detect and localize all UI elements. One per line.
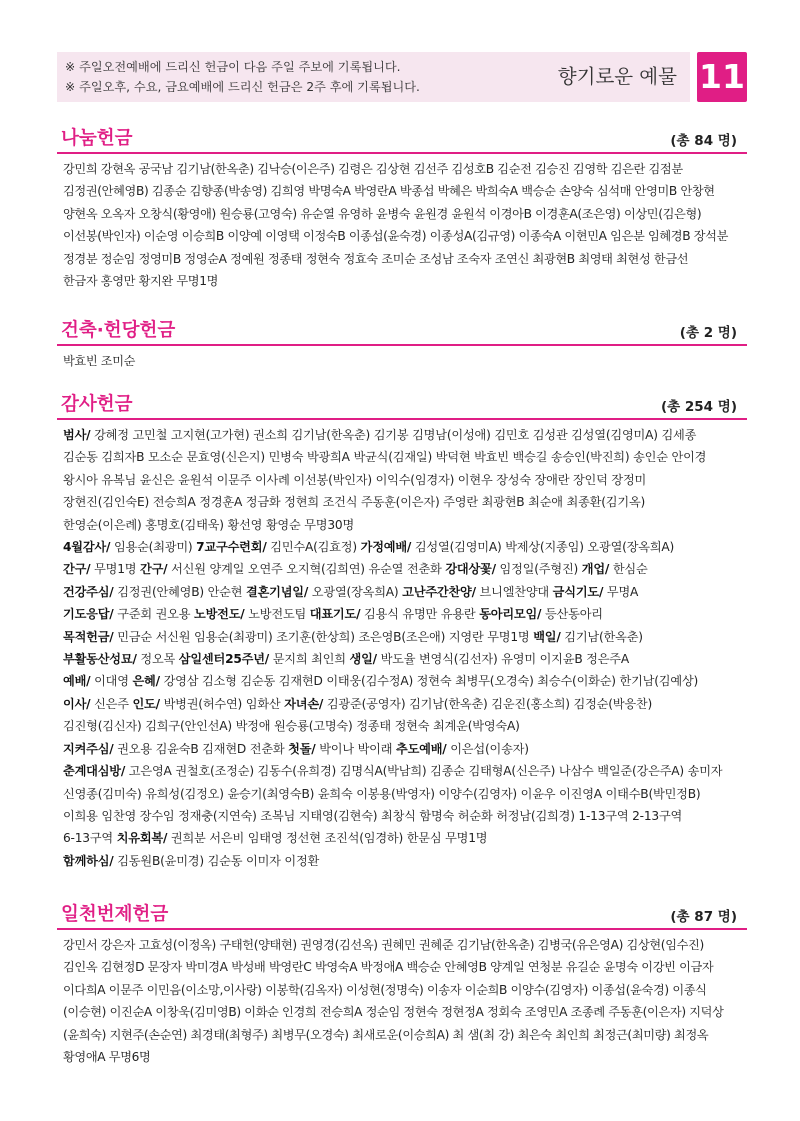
name-list-line: 정경분 정순임 정영미B 정영순A 정예원 정종태 정현숙 정효숙 조미순 조성남 조숙자 조연신 최광현B 최영태 최현성 한금선 [63, 251, 689, 266]
name-list-line [63, 514, 743, 536]
donor-names: 무명1명 [90, 562, 141, 577]
name-list-line: 김정권(안혜영B) 김종순 김향종(박송영) 김희영 박명숙A 박영란A 박종섭 박혜은 박희숙A 백승순 손양숙 심석매 안영미B 안창현 [63, 184, 715, 199]
section-header [57, 904, 747, 930]
name-list-line [63, 491, 743, 513]
section-thanksgiving-offering [57, 394, 747, 872]
donor-names: 김성열(김영미A) 박제상(지종임) 오광열(장옥희A) [411, 540, 675, 555]
section-body [57, 154, 747, 292]
name-list-line: (윤희숙) 지현주(손순연) 최경태(최형주) 최병무(오경숙) 최새로운(이승희A) 최 샘(최 강) 최은숙 최인희 최정근(최미량) 최정옥 [63, 1027, 709, 1042]
donor-names: 박이나 박이래 [315, 741, 397, 756]
offering-category-label: 가정예배/ [360, 540, 412, 555]
offering-category-label: 생일/ [349, 652, 377, 667]
donor-names: 임정일(주형진) [495, 562, 582, 577]
donor-names: 김순동 김희자B 모소순 문효영(신은지) 민병숙 박광희A 박균식(김재일) 박덕현 박효빈 백승길 송승인(박진희) 송인순 안이경 [63, 450, 707, 465]
name-list-line [63, 693, 743, 715]
offering-category-label: 지켜주심/ [63, 741, 114, 756]
donor-names: 강혜정 고민철 고지현(고가현) 권소희 김기남(한옥춘) 김기봉 김명남(이성애) 김민호 김성관 김성열(김영미A) 김세종 [90, 428, 697, 442]
donor-names: 정오목 [136, 652, 179, 667]
donor-names: 한영순(이은례) 홍명호(김태욱) 황선영 황영순 무명30명 [63, 517, 355, 532]
offering-category-label: 예배/ [63, 674, 91, 689]
donor-names: 김진형(김신자) 김희구(안인선A) 박정애 원승룡(고명숙) 정종태 정현숙 최계운(박영숙A) [63, 719, 520, 734]
name-list-line [63, 760, 743, 782]
name-list-line: 이다희A 이문주 이민음(이소망,이사랑) 이봉학(김옥자) 이성현(정명숙) 이송자 이순희B 이양수(김영자) 이종섭(윤숙경) 이종식 [63, 982, 707, 997]
donor-names: 신은주 [90, 696, 133, 711]
offering-category-label: 결혼기념일/ [246, 584, 309, 599]
name-list-line: 강민서 강은자 고효성(이정옥) 구태헌(양태현) 권영경(김선옥) 권혜민 권혜준 김기남(한옥춘) 김병국(유은영A) 김상현(임수진) [63, 938, 704, 952]
section-title: 감사헌금 [61, 394, 133, 415]
section-thousand-burnt-offering [57, 904, 747, 1068]
notice-line-1: ※ 주일오전예배에 드리신 헌금이 다음 주일 주보에 기록됩니다. [65, 60, 401, 74]
name-list-line [63, 424, 743, 446]
name-list-line [63, 558, 743, 580]
donor-names: 6-13구역 [63, 831, 117, 846]
donor-names: 김정권(안혜영B) 안순현 [113, 584, 246, 599]
name-list-line: 강민희 강현옥 공국남 김기남(한옥춘) 김낙승(이은주) 김령은 김상현 김선주 김성호B 김순전 김승진 김영학 김은란 김점분 [63, 162, 683, 176]
offering-category-label: 부활동산성묘/ [63, 652, 137, 667]
name-list-line [63, 446, 743, 468]
donor-names: 오광열(장옥희A) [308, 584, 403, 599]
offering-category-label: 은혜/ [132, 674, 160, 689]
donor-names: 이희용 임찬영 장수임 정재충(지연숙) 조복님 지태영(김현숙) 최창식 함명숙 허순화 허정남(김희경) 1-13구역 2-13구역 [63, 808, 683, 823]
offering-category-label: 동아리모임/ [479, 607, 542, 622]
name-list-line: (이승현) 이진순A 이창욱(김미영B) 이화순 인경희 전승희A 정순임 정현숙 정현정A 정회숙 조영민A 조종례 주동훈(이은자) 지덕상 [63, 1005, 724, 1020]
offering-category-label: 범사/ [63, 428, 91, 442]
donor-names: 무명A [603, 584, 639, 599]
offering-category-label: 목적헌금/ [63, 629, 114, 644]
section-total: (총 84 명) [670, 133, 737, 149]
section-title: 일천번제헌금 [61, 904, 169, 925]
section-building-offering [57, 320, 747, 372]
offering-category-label: 춘계대심방/ [63, 764, 126, 779]
section-title: 나눔헌금 [61, 128, 133, 149]
section-total: (총 2 명) [679, 325, 737, 341]
offering-category-label: 백일/ [533, 629, 561, 644]
section-title: 건축·헌당헌금 [61, 320, 176, 341]
offering-category-label: 7교구수련회/ [196, 540, 267, 555]
section-body [57, 420, 747, 872]
donor-names: 한심순 [609, 562, 648, 577]
offering-category-label: 금식기도/ [552, 584, 604, 599]
offering-category-label: 간구/ [140, 562, 168, 577]
offering-category-label: 개업/ [581, 562, 610, 577]
offering-category-label: 인도/ [132, 696, 160, 711]
donor-names: 김동원B(윤미경) 김순동 이미자 이정환 [113, 853, 320, 868]
donor-names: 권오용 김윤숙B 김재현D 전춘화 [113, 741, 289, 756]
donor-names: 문지희 최인희 [269, 652, 350, 667]
donor-names: 김기남(한옥춘) [560, 629, 643, 644]
donor-names: 신영종(김미숙) 유희성(김정오) 윤승기(최영숙B) 윤희숙 이봉용(박영자) 이양수(김영자) 이윤우 이진영A 이태수B(박민정B) [63, 786, 701, 801]
donor-names: 이대영 [90, 674, 133, 689]
name-list-line [63, 603, 743, 625]
donor-names: 브니엘찬양대 [475, 584, 553, 599]
page-title: 향기로운 예물 [557, 65, 677, 88]
name-list-line [63, 827, 743, 849]
name-list-line [63, 469, 743, 491]
offering-category-label: 첫돌/ [288, 741, 316, 756]
name-list-line: 양현옥 오옥자 오창식(황영애) 원승룡(고영숙) 유순열 유영하 윤병숙 윤원경 윤원석 이경아B 이경훈A(조은영) 이상민(김은형) [63, 206, 702, 221]
name-list-line [63, 738, 743, 760]
section-header [57, 320, 747, 346]
section-total: (총 87 명) [670, 909, 737, 925]
donor-names: 박도율 변영식(김선자) 유영미 이지윤B 정은주A [376, 652, 630, 667]
donor-names: 김광준(공영자) 김기남(한옥춘) 김운진(홍소희) 김정순(박응찬) [323, 696, 653, 711]
offering-category-label: 추도예배/ [396, 741, 447, 756]
donor-names: 권희분 서은비 임태영 정선현 조진석(임경하) 한문심 무명1명 [167, 831, 488, 846]
offering-category-label: 고난주간찬양/ [402, 584, 476, 599]
donor-names: 박병권(허수연) 임화산 [159, 696, 285, 711]
offering-category-label: 대표기도/ [309, 607, 361, 622]
offering-category-label: 노방전도/ [194, 607, 245, 622]
name-list-line [63, 670, 743, 692]
name-list-line [63, 715, 743, 737]
donor-names: 장현진(김인숙E) 전승희A 정경훈A 정금화 정현희 조건식 주동훈(이은자) 주영란 최광현B 최순애 최종환(김기옥) [63, 495, 646, 510]
donor-names: 구준회 권오용 [113, 607, 195, 622]
donor-names: 왕시아 유복님 윤신은 윤원석 이문주 이사례 이선봉(박인자) 이익수(임경자) 이현우 장성숙 장애란 장인덕 장정미 [63, 472, 647, 487]
section-total: (총 254 명) [660, 399, 737, 415]
section-sharing-offering [57, 128, 747, 292]
name-list-line: 김인옥 김현정D 문장자 박미경A 박성배 박영란C 박영숙A 박정애A 백승순 안혜영B 양계일 연청분 유길순 윤명숙 이강빈 이금자 [63, 960, 714, 975]
offering-category-label: 이사/ [63, 696, 91, 711]
notice-line-2: ※ 주일오후, 수요, 금요예배에 드리신 헌금은 2주 후에 기록됩니다. [65, 80, 420, 94]
name-list-line [63, 626, 743, 648]
name-list-line [63, 805, 743, 827]
name-list-line [63, 850, 743, 872]
offering-category-label: 삼일센터25주년/ [178, 652, 270, 667]
donor-names: 등산동아리 [541, 607, 603, 622]
offering-category-label: 강대상꽃/ [445, 562, 496, 577]
name-list-line [63, 581, 743, 603]
name-list-line [63, 648, 743, 670]
donor-names: 임용순(최광미) [110, 540, 197, 555]
name-list-line: 박효빈 조미순 [63, 354, 136, 368]
name-list-line [63, 783, 743, 805]
name-list-line: 한금자 홍영만 황지완 무명1명 [63, 274, 219, 289]
offering-category-label: 자녀손/ [284, 696, 324, 711]
name-list-line: 황영애A 무명6명 [63, 1050, 151, 1065]
donor-names: 서신원 양계일 오연주 오지혁(김희연) 유순열 전춘화 [167, 562, 446, 577]
section-header [57, 128, 747, 154]
notice-box [57, 52, 690, 102]
offering-category-label: 4월감사/ [63, 540, 111, 555]
donor-names: 김민수A(김효정) [266, 540, 361, 555]
donor-names: 강영삼 김소형 김순동 김재현D 이태웅(김수정A) 정현숙 최병무(오경숙) 최승수(이화순) 한기남(김예상) [159, 674, 699, 689]
offering-category-label: 함께하심/ [63, 853, 114, 868]
offering-category-label: 치유회복/ [116, 831, 168, 846]
name-list-line: 이선봉(박인자) 이순영 이승희B 이양예 이영택 이정숙B 이종섭(윤숙경) 이종성A(김규영) 이종숙A 이현민A 임은분 임혜경B 장석분 [63, 229, 729, 244]
page-header [57, 52, 747, 102]
offering-category-label: 기도응답/ [63, 607, 114, 622]
donor-names: 김용식 유명만 유용란 [360, 607, 480, 622]
offering-category-label: 간구/ [63, 562, 91, 577]
section-body [57, 930, 747, 1068]
offering-category-label: 건강주심/ [63, 584, 114, 599]
name-list-line [63, 536, 743, 558]
donor-names: 고은영A 권철호(조정순) 김동수(유희경) 김명식A(박남희) 김종순 김태형A(신은주) 나삼수 백일준(강은주A) 송미자 [125, 764, 723, 779]
donor-names: 이은섭(이송자) [446, 741, 529, 756]
section-header [57, 394, 747, 420]
page-number-badge: 11 [697, 52, 747, 102]
section-body [57, 346, 747, 372]
donor-names: 노방전도팀 [244, 607, 310, 622]
donor-names: 민금순 서신원 임용순(최광미) 조기훈(한상희) 조은영B(조은애) 지영란 무명1명 [113, 629, 534, 644]
